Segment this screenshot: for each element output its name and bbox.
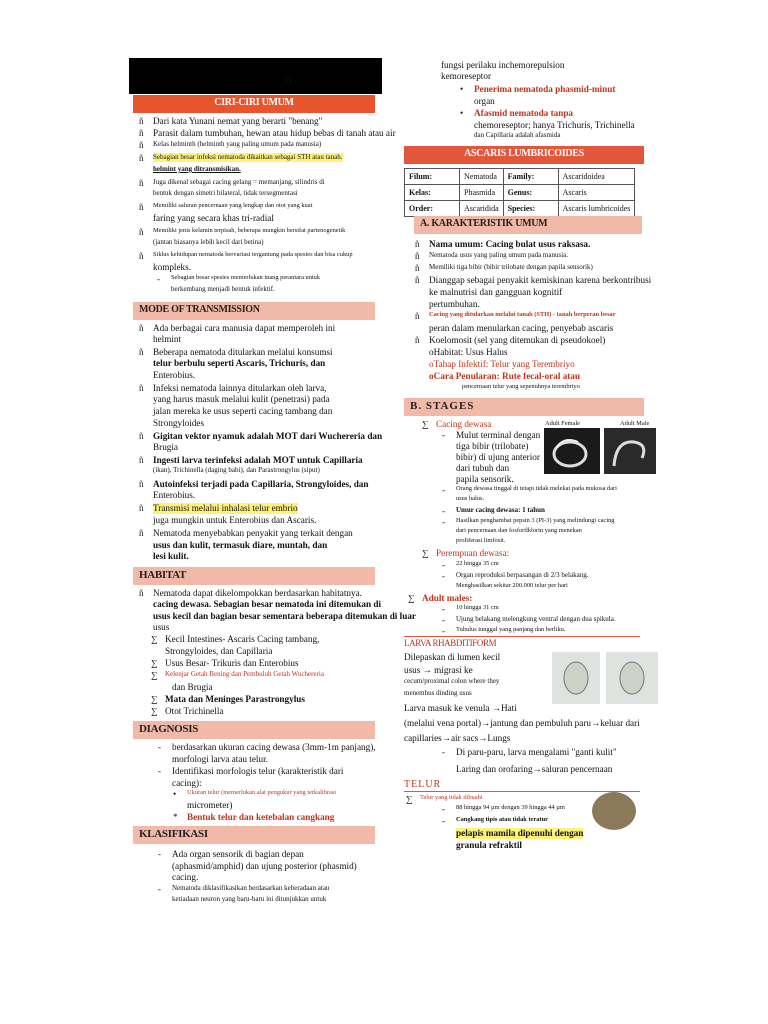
text-line: Di paru-paru, larva mengalami "ganti kulit" (456, 747, 617, 757)
text-line: Bentuk telur dan ketebalan cangkang (187, 812, 335, 822)
larva-photo-2 (606, 652, 658, 704)
bullet-marker: • (460, 108, 464, 118)
text-line: Orang dewasa tinggal di tetapi tidak melekat pada mukosa dari (456, 485, 617, 492)
taxonomy-key: Genus: (503, 185, 558, 201)
taxonomy-key: Species: (503, 201, 558, 217)
text-line: fungsi perilaku inchemorepulsion (441, 60, 565, 70)
text-line: ketiadaan neuron yang baru-baru ini ditunjukkan untuk (172, 895, 327, 903)
stages-header: B. STAGES (404, 398, 644, 416)
title-block (129, 58, 382, 94)
text-line: usus dan kulit, termasuk diare, muntah, dan (153, 540, 328, 550)
text-line: chemoreseptor; hanya Trichuris, Trichinella (474, 120, 635, 130)
text-line: Gigitan vektor nyamuk adalah MOT dari Wuchereria dan (153, 431, 383, 441)
text-line: (melalui vena portal)→jantung dan pembuluh paru→keluar dari (404, 718, 640, 728)
text-line: Dianggap sebagai penyakit kemiskinan karena berkontribusi (429, 275, 652, 285)
bullet-marker: ñ (139, 383, 144, 393)
text-line: Memiliki jenis kelamin terpisah, beberapa mungkin bersifat partenogenetik (153, 227, 346, 234)
text-line: dari tubuh dan (456, 463, 510, 473)
text-line: capillaries→air sacs→Lungs (404, 733, 511, 743)
text-line: cacing): (172, 778, 202, 788)
text-line: cecum/proximal colon where they (404, 677, 500, 685)
text-line: ke malnutrisi dan gangguan kognitif (429, 287, 563, 297)
bullet-marker: - (442, 506, 445, 516)
text-line: Laring dan orofaring→saluran pencernaan (456, 764, 613, 774)
text-line: Nematoda usus yang paling umum pada manusia. (429, 251, 568, 259)
bullet-marker: ñ (139, 178, 144, 188)
bullet-marker: ñ (415, 239, 420, 249)
bullet-marker: ñ (139, 455, 144, 465)
text-line: yang harus masuk melalui kulit (penetrasi) pada (153, 394, 330, 404)
text-line: Beberapa nematoda ditularkan melalui konsumsi (153, 347, 333, 357)
text-line: proliferasi limfosit. (456, 537, 506, 544)
text-line: Nama umum: Cacing bulat usus raksasa. (429, 239, 591, 249)
bullet-marker: - (442, 604, 445, 614)
text-line: 88 hingga 94 µm dengan 39 hingga 44 µm (456, 804, 565, 811)
taxonomy-value: Phasmida (460, 185, 504, 201)
text-line: Strongyloides, dan Capillaria (165, 646, 273, 656)
bullet-marker: ñ (415, 335, 420, 345)
bullet-marker: ∑ (422, 548, 429, 558)
title-fragment: 3) (283, 76, 292, 87)
bullet-marker: ∑ (151, 670, 158, 680)
bullet-marker: ñ (139, 202, 144, 212)
text-line: Cangkang tipis atau tidak teratur (456, 816, 548, 823)
text-line: Mata dan Meninges Parastrongylus (165, 694, 305, 704)
text-line: berkembang menjadi bentuk infektif. (171, 285, 275, 293)
adult-female-label: Adult Female (545, 420, 580, 427)
text-line: Menghasilkan sekitar 200.000 telur per hari (456, 582, 568, 589)
taxonomy-key: Kelas: (405, 185, 460, 201)
taxonomy-key: Family: (503, 169, 558, 185)
text-line: Larva masuk ke venula →Hati (404, 703, 517, 713)
bullet-marker: ∑ (151, 694, 158, 704)
bullet-marker: * (173, 812, 178, 822)
text-line: lesi kulit. (153, 551, 189, 561)
text-line: granula refraktil (456, 840, 522, 850)
text-line: Ada berbagai cara manusia dapat memperoleh ini (153, 323, 336, 333)
text-line: pencernaan telur yang sepenuhnya terembriyo (462, 383, 580, 390)
text-line: juga mungkin untuk Enterobius dan Ascaris. (153, 515, 317, 525)
mode-header: MODE OF TRANSMISSION (133, 302, 375, 320)
bullet-marker: ñ (415, 275, 420, 285)
text-line: Cacing yang ditularkan melalui tanah (STH) - tanah berperan besar (429, 311, 616, 318)
taxonomy-value: Ascaridida (460, 201, 504, 217)
text-line: bibir) di ujung anterior (456, 452, 540, 462)
bullet-marker: - (442, 804, 445, 814)
text-line: Afasmid nematoda tanpa (474, 108, 574, 118)
bullet-marker: ñ (139, 588, 144, 598)
taxonomy-row (405, 185, 635, 201)
text-line: Hasilkan penghambat pepsin 3 (PI-3) yang melindungi cacing (456, 517, 615, 524)
text-line: Autoinfeksi terjadi pada Capillaria, Strongyloides, dan (153, 479, 369, 489)
text-line: (aphasmid/amphid) dan ujung posterior (phasmid) (172, 861, 357, 871)
text-line: 10 hingga 31 cm (456, 604, 499, 611)
klasifikasi-header: KLASIFIKASI (133, 826, 375, 844)
text-line: oTahap Infektif: Telur yang Terembriyo (429, 359, 575, 369)
bullet-marker: ∑ (151, 658, 158, 668)
taxonomy-table (404, 168, 635, 217)
bullet-marker: - (442, 747, 445, 757)
text-line: Sebagian besar infeksi nematoda dikaitkan sebagai STH atau tanah. (153, 153, 343, 161)
text-line: Transmisi melalui inhalasi telur embrio (153, 503, 298, 513)
text-line: 22 hingga 35 cm (456, 560, 499, 567)
bullet-marker: - (442, 615, 445, 625)
text-line: (jantan biasanya lebih kecil dari betina) (153, 238, 264, 246)
text-line: Kelas helminth (helminth yang paling umum pada manusia) (153, 140, 322, 148)
text-line: Brugia (153, 442, 179, 452)
karakteristik-header: A. KARAKTERISTIK UMUM (414, 216, 642, 234)
bullet-marker: ñ (139, 431, 144, 441)
bullet-marker: - (158, 849, 161, 859)
text-line: papila sensorik. (456, 474, 514, 484)
bullet-marker: ñ (139, 227, 144, 237)
bullet-marker: ñ (139, 528, 144, 538)
adult-male-photo (604, 428, 656, 474)
text-line: micrometer) (187, 800, 233, 810)
bullet-marker: ñ (415, 311, 420, 321)
text-line: dari pencernaan dan fosforilklorin yang menekan (456, 527, 582, 534)
text-line: Ingesti larva terinfeksi adalah MOT untuk Capillaria (153, 455, 363, 465)
bullet-marker: ñ (139, 323, 144, 333)
text-line: Dilepaskan di lumen kecil (404, 652, 501, 662)
text-line: Strongyloides (153, 418, 205, 428)
text-line: berdasarkan ukuran cacing dewasa (3mm-1m panjang), (172, 742, 376, 752)
text-line: peran dalam menularkan cacing, penyebab ascaris (429, 323, 614, 333)
bullet-marker: - (442, 560, 445, 570)
text-line: Kecil Intestines- Ascaris Cacing tambang, (165, 634, 320, 644)
text-line: Identifikasi morfologis telur (karakteristik dari (172, 766, 344, 776)
bullet-marker: ñ (139, 116, 144, 126)
bullet-marker: - (158, 742, 161, 752)
bullet-marker: ∑ (151, 634, 158, 644)
text-line: Organ reproduksi berpasangan di 2/3 belakang. (456, 571, 589, 579)
text-line: telur berbulu seperti Ascaris, Trichuris, dan (153, 358, 326, 368)
habitat-header: HABITAT (133, 567, 375, 585)
text-line: dan Brugia (172, 682, 213, 692)
text-line: Kelenjar Getah Bening dan Pembuluh Getah Wuchereria (165, 670, 324, 678)
text-line: cacing. (172, 872, 199, 882)
bullet-marker: ñ (415, 251, 420, 261)
bullet-marker: - (158, 766, 161, 776)
taxonomy-key: Order: (405, 201, 460, 217)
text-line: tiga bibir (trilobate) (456, 441, 529, 451)
text-line: Ujung belakang melengkung ventral dengan dua spikula. (456, 615, 616, 623)
text-line: pertumbuhan. (429, 299, 480, 309)
text-line: usus kecil dan bagian besar sementara beberapa ditemukan di luar (153, 611, 416, 621)
text-line: kemoreseptor (441, 71, 492, 81)
text-line: menembus dinding usus (404, 689, 472, 697)
text-line: Umur cacing dewasa: 1 tahun (456, 506, 545, 514)
text-line: Cacing dewasa (436, 419, 492, 429)
bullet-marker: - (442, 517, 445, 527)
bullet-marker: - (442, 816, 445, 826)
diagnosis-header: DIAGNOSIS (133, 721, 375, 739)
text-line: (ikan), Trichinella (daging babi), dan Parastrongylus (siput) (153, 466, 320, 474)
text-line: Usus Besar- Trikuris dan Enterobius (165, 658, 299, 668)
text-line: Enterobius. (153, 370, 196, 380)
text-line: Dari kata Yunani nemat yang berarti "benang" (153, 116, 323, 126)
text-line: Telur yang tidak dibuahi (420, 794, 483, 801)
larva-header: LARVA RHABDITIFORM (404, 638, 497, 648)
text-line: faring yang secara khas tri-radial (153, 213, 274, 223)
taxonomy-value: Ascaris lumbricoides (558, 201, 635, 217)
text-line: kompleks. (153, 262, 192, 272)
bullet-marker: ñ (139, 140, 144, 150)
ascaris-header: ASCARIS LUMBRICOIDES (404, 146, 644, 164)
bullet-marker: ∑ (406, 794, 413, 804)
telur-header: TELUR (404, 779, 442, 790)
bullet-marker: ñ (139, 128, 144, 138)
text-line: cacing dewasa. Sebagian besar nematoda ini ditemukan di (153, 599, 382, 609)
bullet-marker: ∑ (422, 419, 429, 429)
text-line: morfologi larva atau telur. (172, 754, 268, 764)
taxonomy-row (405, 201, 635, 217)
adult-male-label: Adult Male (620, 420, 650, 427)
bullet-marker: - (158, 884, 161, 894)
text-line: Koelomosit (sel yang ditemukan di pseudokoel) (429, 335, 606, 345)
text-line: Juga dikenal sebagai cacing gelang = memanjang, silindris di (153, 178, 325, 186)
taxonomy-key: Filum: (405, 169, 460, 185)
bullet-marker: ñ (139, 479, 144, 489)
bullet-marker: - (157, 274, 160, 284)
bullet-marker: - (442, 571, 445, 581)
text-line: jalan mereka ke usus seperti cacing tambang dan (153, 406, 333, 416)
text-line: usus → migrasi ke (404, 665, 473, 675)
bullet-marker: - (442, 626, 445, 636)
text-line: Adult males: (422, 593, 473, 603)
text-line: Infeksi nematoda lainnya ditularkan oleh larva, (153, 383, 327, 393)
text-line: bentuk dengan simetri bilateral, tidak tersegmentasi (153, 189, 298, 197)
text-line: Penerima nematoda phasmid-minut (474, 84, 616, 94)
taxonomy-value: Ascaris (558, 185, 635, 201)
text-line: organ (474, 96, 495, 106)
text-line: usus (153, 622, 170, 632)
text-line: Nematoda dapat dikelompokkan berdasarkan habitatnya. (153, 588, 362, 598)
bullet-marker: - (442, 430, 445, 440)
text-line: Parasit dalam tumbuhan, hewan atau hidup bebas di tanah atau air (153, 128, 396, 138)
egg-photo (592, 792, 636, 830)
text-line: Sebagian besar spesies memerlukan inang perantara untuk (171, 274, 321, 281)
text-line: dan Capillaria adalah afasmida (474, 131, 561, 139)
text-line: Nematoda diklasifikasikan berdasarkan keberadaan atau (172, 884, 330, 892)
bullet-marker: ∑ (408, 593, 415, 603)
text-line: Ukuran telur (memerlukan alat pengukur yang terkalibrasi (187, 789, 337, 796)
larva-photo-1 (552, 652, 600, 704)
text-line: helmint (153, 334, 182, 344)
bullet-marker: ñ (415, 263, 420, 273)
text-line: Siklus kehidupan nematoda bervariasi tergantung pada spesies dan bisa cukup (153, 251, 353, 258)
bullet-marker: ñ (139, 347, 144, 357)
taxonomy-value: Ascaridoidea (558, 169, 635, 185)
text-line: Nematoda menyebabkan penyakit yang terkait dengan (153, 528, 353, 538)
adult-female-photo (544, 428, 600, 474)
text-line: oHabitat: Usus Halus (429, 347, 508, 357)
bullet-marker: • (173, 789, 177, 799)
text-line: Memiliki tiga bibir (bibir trilobate dengan papila sensorik) (429, 263, 593, 271)
bullet-marker: ñ (139, 251, 144, 261)
text-line: Perempuan dewasa: (436, 548, 510, 558)
bullet-marker: - (442, 485, 445, 495)
bullet-marker: ñ (139, 153, 144, 163)
text-line: usus halus. (456, 495, 485, 502)
bullet-marker: ñ (139, 503, 144, 513)
text-line: Mulut terminal dengan (456, 430, 541, 440)
bullet-marker: • (460, 84, 464, 94)
taxonomy-row (405, 169, 635, 185)
bullet-marker: ∑ (151, 706, 158, 716)
taxonomy-value: Nematoda (460, 169, 504, 185)
text-line: pelapis mamila dipenuhi dengan (456, 828, 584, 838)
telur-divider (404, 791, 640, 792)
ciri-header: CIRI-CIRI UMUM (133, 95, 375, 113)
larva-divider (404, 636, 640, 637)
text-line: Ada organ sensorik di bagian depan (172, 849, 304, 859)
text-line: Memiliki saluran pencernaan yang lengkap dan otot yang kuat (153, 202, 313, 209)
text-line: Tubulus tunggal yang panjang dan berliku. (456, 626, 566, 633)
text-line: Enterobius. (153, 490, 196, 500)
text-line: Otot Trichinella (165, 706, 224, 716)
text-line: oCara Penularan: Rute fecal-oral atau (429, 371, 581, 381)
text-line: helmint yang ditransmisikan. (153, 165, 241, 173)
